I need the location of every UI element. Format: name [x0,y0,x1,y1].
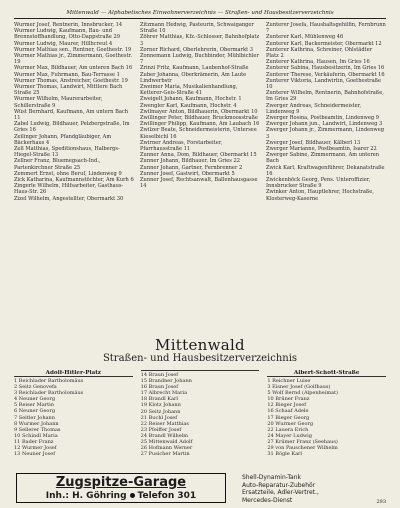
street-entry: 18 Brandl Karl [140,396,178,403]
street-entry: 31 Bögle Karl [267,451,303,458]
advertisement-box [16,473,226,503]
street-entry: 23 Pfeiffer Josef [140,426,182,433]
street-entry: 16 Schaaf Adele [267,408,309,415]
directory-entry: Zonnemann Ludwig, Buchbinder, Mühlbichler 7 [140,53,259,66]
street-entry: 20 Wurmer Georg [267,420,314,427]
directory-entry: Zunner Johann, Bildhauer, Im Gries 22 [140,158,240,165]
directory-entry: Zwerger Sabine, Zimmermann, Am unteren Bach [266,152,380,165]
directory-entry: Zwick Karl, Kraftwagenführer, Dekanatstraße 16 [266,164,385,177]
street-entry: 12 Wurmer Josef [14,445,57,452]
directory-entry: Zell Matthias, Speditionshaus, Halbergs-Hiegel-Straße 13 [14,146,120,159]
directory-entry: Zuber Johanna, Oberkrämerin, Am Laute Lindwerbstr [140,71,247,84]
street-entry: 12 Bieger Josef [267,402,307,409]
street-column-1 [14,370,133,462]
street-entry: 3 Eisner Josef (Golfhaus) [267,384,331,391]
page-header: Mittenwald — Alphabetisches Einwohnerverzeichnis — Straßen- und Hausbesitzerverzeichnis [14,10,386,19]
directory-entry: Zwerger Johann jun., Landwirt, Lindenweg 3 [266,121,383,128]
street-entry: 2 Seitz Genovefa [14,384,57,391]
ad-contact-line [17,491,225,501]
ad-owner: Inh.: H. Göhring [45,491,127,501]
street-entry: 20 Seitz Johann [140,408,181,415]
directory-column-2 [140,22,260,322]
directory-entry: Wüst Bernhard, Kaufmann, Am untern Bach 11 [14,108,128,122]
directory-entry: Wurmer Thomas, Landwirt, Mittlere Bach Straße 25 [14,84,123,97]
street-entry: 24 Mayer Ludwig [267,432,312,439]
directory-entry: Zöhrer Matthias, Kfz.-Schlosser, Bahnhofplatz 3 [140,34,260,47]
street-entry: 13 Neuner Josef [14,451,56,458]
street-entry: 16 Braun Josef [140,384,179,391]
street-entry: 26 Hofmann Werner [140,445,193,452]
street-column-2 [141,370,260,462]
directory-entry: Wurmer Thomas, Anstreicher, Goethestr. 19 [14,77,128,84]
directory-entry: Zunner Josef, Rechtsanwalt, Ballenhausgasse 14 [140,177,258,190]
directory-entry: Zick Katharina, Kaufmannstöchter, Am Kurh 6 [14,177,134,184]
directory-entry: Zwinker Anton, Hauptlehrer, Hochstraße, Klosterweg-Kaserne [266,189,374,202]
ad-service: Mercedes-Dienst [242,496,293,504]
street-entry: 10 Schindl Maria [14,432,58,439]
street-entry: 21 Buchl Josef [140,414,178,421]
directory-entry: Zwengler Karl, Kaufmann, Hochstr. 4 [140,102,237,109]
directory-entry: Zingerle Wilhelm, Hilfsarbeiter, Gasthaus-Haus-Str. 26 [14,183,124,196]
directory-entry: Zwerger Rosina, Postbeamtin, Lindenweg 9 [266,115,380,122]
street-directory [14,370,386,462]
street-entry: 29 von Pauschener Wilhelm [267,445,338,452]
directory-entry: Wurmer Josef, Rentnerin, Innsbrucker, 14 [14,22,123,28]
street-entry: 5 Wolf Bernd (Alpenheimat) [267,390,338,397]
directory-entry: Zunterer Sabina, Hausbesitzerin, Im Gries 16 [266,65,385,72]
ad-service: Shell-Dynamin-Tank [242,474,302,481]
directory-entry: Wurmer Ludwig, Kaufmann, Bau- und Brennstoffhandlung, Otto-Dappstraße 29 [14,28,120,41]
directory-entry: Zunterer Josefa, Haushaltsgehilfin, Fernbrunn 7 [266,22,386,35]
street-entry: 27 Krümer Franz (Seehaus) [267,438,338,445]
directory-column-1 [14,22,134,322]
street-column-3 [267,370,386,462]
street-entry: 3 Reichlader Bartholomäus [14,390,84,397]
directory-entry: Wurmer Wilhelm, Maurerarbeiter, Schillerstraße 9 [14,96,103,109]
street-entry: 8 Wurmer Johann [14,420,59,427]
street-entry: 1 Reichner Luise [267,378,311,384]
directory-column-3 [266,22,386,322]
directory-entry: Zwerger Josef, Bildhauer, Kälberl 13 [266,139,361,146]
directory-entry: Zwerger Johann jr., Zimmermann, Lindenweg 3 [266,127,385,140]
ad-services [242,474,392,504]
street-heading [141,370,260,371]
directory-entry: Zunterer Kathrina, Schreiner, Ohlstädter Platz 2 [266,46,373,60]
directory-entry: Zunner Josef, Gastwirt, Obermarkt 5 [140,170,235,177]
directory-entry: Zeilinger Johann, Pfandgläubiger, Am Bäckerhaus 4 [14,133,112,146]
directory-entry: Wurmer Ludwig, Maurer, Hillhcreut 4 [14,40,113,47]
ad-service: Auto-Reparatur-Zubehör [242,481,316,489]
section-subtitle: Straßen- und Hausbesitzerverzeichnis [102,353,298,364]
directory-entry: Zellner Franz, Bluemegsach-Ind., Partenkirchner Straße 25 [14,158,101,171]
section-title: Mittenwald [155,336,245,354]
street-entry: 22 Lauera Erich [267,426,309,433]
street-entry: 17 Albrecht Maria [140,390,188,397]
directory-entry: Wurmer Mathias sen., Rentner, Goethestr. 19 [14,46,132,53]
street-entry: 15 Brandner Johann [140,378,192,385]
directory-entry: Zwickenböck Georg, Pens. Unteroffizier, Innsbrucker Straße 9 [266,177,371,190]
street-heading: Adolf-Hitler-Platz [14,370,133,377]
directory-entry: Zwillinger Peter, Bildhauer, Bruckmoosstraße [140,115,258,122]
directory-entry: Wurmer Max, Fuhrmann, Bau-Terrasse 1 [14,71,120,78]
directory-entry: Zwilzer Beate, Schneidermeisterin, Untersee Kieselbichl 16 [140,127,257,140]
directory-entry: Zunterer Therese, Verkäuferin, Obermarkt 16 [266,71,385,78]
street-heading: Albert-Schott-Straße [267,370,386,377]
page-number: 293 [376,499,386,505]
directory-entry: Zweimer Maria, Musikalienhandlung, Ketterer-Geis-Straße 41 [140,84,238,97]
directory-entry: Zunterer Karl, Mühlenweg 46 [266,34,344,41]
directory-entry: Zweigelt Johann, Kaufmann, Hochstr. 1 [140,96,242,103]
street-entry: 25 Mittenwald Adolf [140,439,193,446]
directory-entry: Zwerger Andreas, Schneidermeister, Lindenweg 9 [266,102,362,115]
directory-entry: Zunner Johann, Gartner, Fernbrenner 2 [140,164,243,171]
directory-entry: Zwirner Andreas, Forstarbeiter, Pfarrhausstraße 11 [140,139,223,153]
directory-entry: Zunterer Kathrina, Hausen, Im Gries 16 [266,59,370,66]
bullet-icon [130,493,135,498]
street-entry: 11 Bader Franz [14,438,54,445]
ad-service: Ersatzteile, Adler-Vertret., [242,489,319,496]
directory-entry: Zemmert Ernst, ohne Beruf, Lindenweg 9 [14,170,122,177]
street-entry: 22 Reiser Matthias [140,420,189,427]
directory-entry: Zunterer Viktoria, Landwirtin, Goethestraße 10 [266,77,382,91]
directory-entry: Zunner Anna, Dom, Bildhauer, Obermarkt 15 [140,152,257,159]
directory-entry: Zizel Wilhelm, Angestellter, Obermarkt 30 [14,195,124,202]
street-entry: 4 Neuner Georg [14,396,56,403]
street-entry: 19 Klotz Johann [140,402,181,409]
ad-phone: Telefon 301 [137,491,197,501]
resident-directory [14,22,386,322]
ad-business-name: Zugspitze-Garage [55,475,187,490]
street-entry: 24 Brandl Wilhelm [140,432,189,439]
street-entry: 27 Pusicher Martin [140,451,190,458]
directory-entry: Zabel Ludwig, Bildhauer, Pelzbergstraße, Im Gries 16 [14,121,130,134]
directory-entry: Wurmer Max, Bildhauer, Am unteren Bach 16 [14,65,133,72]
directory-entry: Zwerger Marianne, Postbeamtin, Isarer 22 [266,146,377,153]
directory-entry: Wurmer Mathias jr., Zimmermann, Goethestr. 19 [14,53,133,66]
directory-entry: Zrinzi Fritz, Kaufmann, Laubenhof-Straße [140,65,249,72]
street-entry: 17 Bieger Georg [267,414,310,421]
street-entry: 7 Seitler Johann [14,414,55,421]
directory-entry: Zitzmann Hedwig, Pasteurin, Schwaiganger Straße 10 [140,22,254,35]
directory-entry: Zunterer Wilhelm, Rentnerin, Bahnhofstraße, Im Gries 29 [266,90,384,103]
street-entry: 5 Reiser Martin [14,402,54,409]
directory-entry: Zorner Richard, Oberlehrerin, Obermarkt 3 [140,46,253,53]
street-entry: 1 Reichlader Bartholomäus [14,378,84,384]
directory-entry: Zunterer Karl, Backermeister, Obermarkt 12 [266,40,382,47]
directory-entry: Zwilmayer Anton, Bildhauerin, Obermarkt 10 [140,108,258,115]
street-entry: 14 Braun Josef [140,372,179,378]
street-entry: 10 Brüner Franz [267,396,310,403]
street-entry: 6 Neuner Georg [14,408,56,415]
directory-entry: Zwillinger Philipp, Kaufmann, Am Laubach 16 [140,121,260,128]
street-entry: 9 Sellerer Thomas [14,426,61,433]
